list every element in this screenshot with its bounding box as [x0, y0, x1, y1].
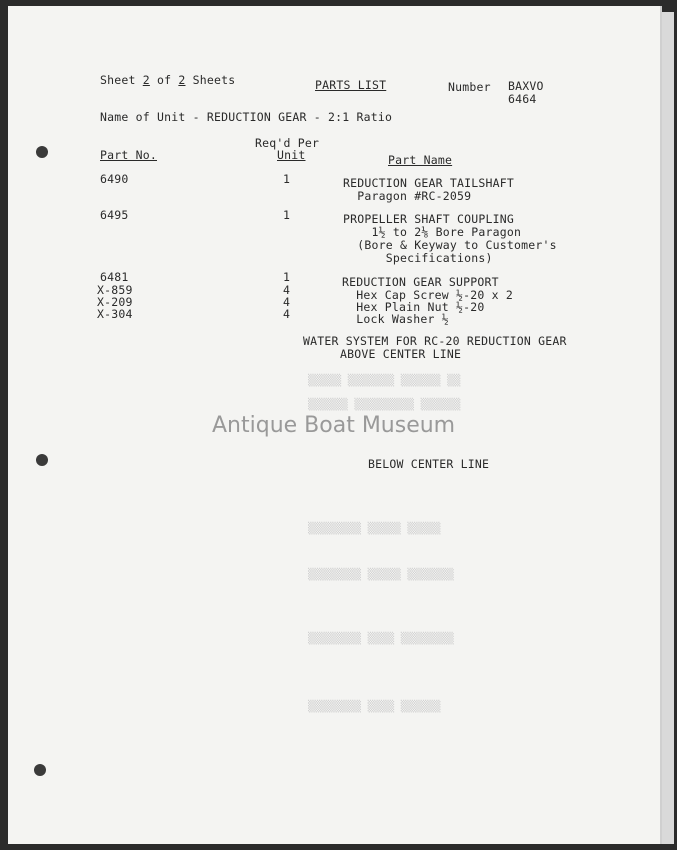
part-name-cell: Specifications) [343, 251, 493, 265]
part-no-cell: X-304 [97, 307, 133, 321]
part-name-cell: Lock Washer ½ [342, 312, 449, 326]
section-heading: WATER SYSTEM FOR RC-20 REDUCTION GEAR [303, 334, 567, 348]
bleed-through-text: ▒▒▒▒▒▒▒▒ ▒▒▒▒▒ ▒▒▒▒▒▒▒ [308, 568, 454, 581]
bleed-through-text: ▒▒▒▒▒▒ ▒▒▒▒▒▒▒▒▒ ▒▒▒▒▒▒ [308, 398, 461, 411]
column-header-part-name: Part Name [388, 153, 453, 167]
column-header-reqd: Req'd Per [255, 136, 320, 150]
part-no-cell: X-209 [97, 295, 133, 309]
part-name-cell: (Bore & Keyway to Customer's [343, 238, 557, 252]
number-value: BAXVO [508, 79, 544, 93]
bleed-through-text: ▒▒▒▒▒▒▒▒ ▒▒▒▒ ▒▒▒▒▒▒▒▒ [308, 632, 454, 645]
punch-hole [34, 764, 46, 776]
column-header-part-no: Part No. [100, 148, 157, 162]
column-header-unit: Unit [277, 148, 306, 162]
bleed-through-text: ▒▒▒▒▒ ▒▒▒▒▒▒▒ ▒▒▒▒▒▒ ▒▒ [308, 374, 461, 387]
qty-cell: 4 [283, 295, 291, 309]
unit-name-line: Name of Unit - REDUCTION GEAR - 2:1 Ratio [100, 110, 393, 124]
document-title: PARTS LIST [315, 78, 387, 92]
part-name-cell: Hex Plain Nut ½-20 [342, 300, 485, 314]
section-subheading: BELOW CENTER LINE [368, 457, 490, 471]
part-name-cell: Hex Cap Screw ½-20 x 2 [342, 288, 513, 302]
bleed-through-text: ▒▒▒▒▒▒▒▒ ▒▒▒▒▒ ▒▒▒▒▒ [308, 522, 441, 535]
part-no-cell: X-859 [97, 283, 133, 297]
sheet-number: 2 [142, 73, 150, 87]
part-no-cell: 6495 [100, 208, 129, 222]
section-subheading: ABOVE CENTER LINE [340, 347, 462, 361]
part-name-cell: 1½ to 2⅛ Bore Paragon [343, 225, 522, 239]
qty-cell: 1 [283, 270, 291, 284]
sheet-label: Sheet 2 of 2 Sheets [100, 73, 236, 87]
punch-hole [36, 454, 48, 466]
qty-cell: 1 [283, 172, 291, 186]
number-value-2: 6464 [508, 92, 537, 106]
sheet-total: 2 [178, 73, 186, 87]
qty-cell: 4 [283, 307, 291, 321]
part-name-cell: PROPELLER SHAFT COUPLING [343, 212, 514, 226]
part-name-cell: Paragon #RC-2059 [343, 189, 472, 203]
part-no-cell: 6481 [100, 270, 129, 284]
museum-watermark: Antique Boat Museum [212, 413, 456, 438]
qty-cell: 1 [283, 208, 291, 222]
part-name-cell: REDUCTION GEAR TAILSHAFT [343, 176, 514, 190]
bleed-through-text: ▒▒▒▒▒▒▒▒ ▒▒▒▒ ▒▒▒▒▒▒ [308, 700, 441, 713]
punch-hole [36, 146, 48, 158]
part-name-cell: REDUCTION GEAR SUPPORT [342, 275, 499, 289]
qty-cell: 4 [283, 283, 291, 297]
number-label: Number [448, 80, 491, 94]
part-no-cell: 6490 [100, 172, 129, 186]
